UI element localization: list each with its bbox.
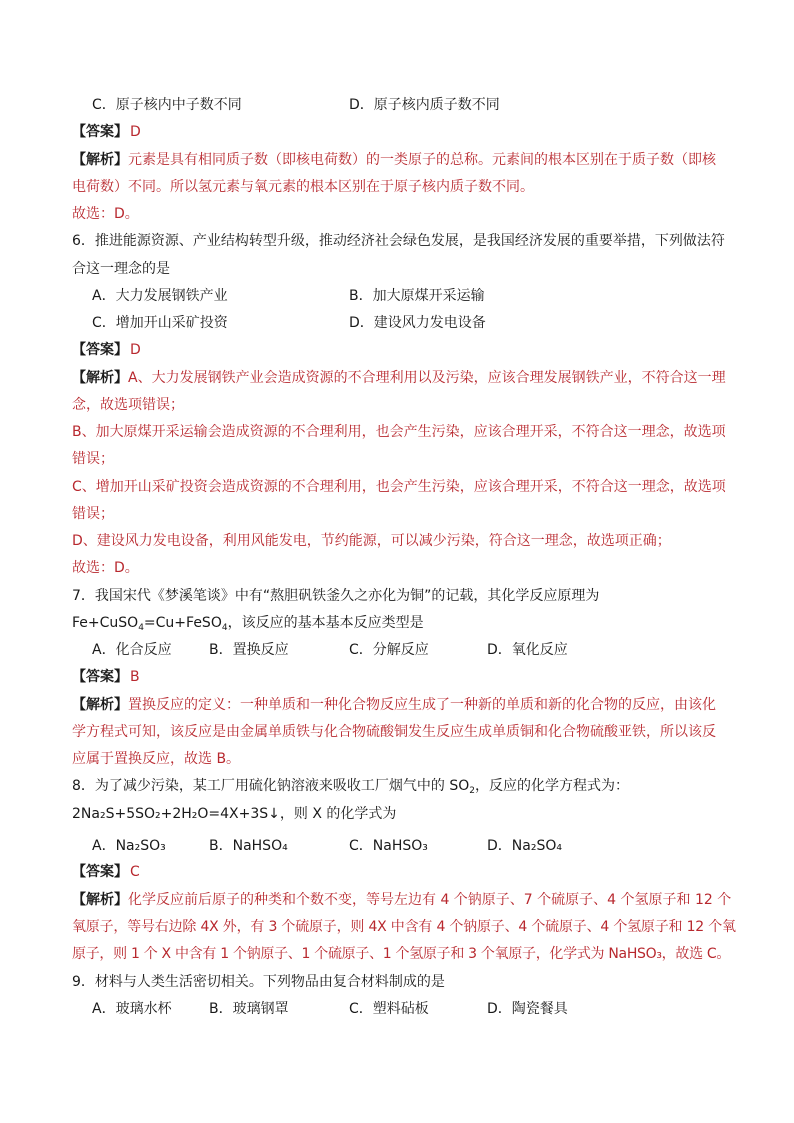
q5-choose: 故选：D。 bbox=[72, 206, 139, 222]
q7-option-c: C．分解反应 bbox=[349, 642, 429, 658]
answer-tag: 【答案】 bbox=[72, 669, 128, 685]
q5-answer: D bbox=[130, 124, 141, 140]
q8-option-d: D．Na₂SO₄ bbox=[487, 838, 562, 854]
q7-answer-line bbox=[72, 667, 732, 687]
q8-option-a: A．Na₂SO₃ bbox=[92, 838, 166, 854]
q7-analysis-line-1: 【解析】置换反应的定义：一种单质和一种化合物反应生成了一种新的单质和新的化合物的反应，由该化 bbox=[72, 697, 716, 713]
q7-analysis-line-2: 学方程式可知，该反应是由金属单质铁与化合物硫酸铜发生反应生成单质铜和化合物硫酸亚铁，所以该反 bbox=[72, 724, 716, 740]
q8-analysis-line-2: 氧原子，等号右边除 4X 外，有 3 个硫原子，则 4X 中含有 4 个钠原子、4 个硫原子、4 个氢原子和 12 个氧 bbox=[72, 919, 736, 935]
analysis-tag: 【解析】 bbox=[72, 892, 128, 908]
q7-option-a: A．化合反应 bbox=[92, 642, 172, 658]
q9-option-b: B．玻璃钢罩 bbox=[209, 1001, 289, 1017]
q6-option-a: A．大力发展钢铁产业 bbox=[92, 288, 228, 304]
q6-analysis-c-line-2: 错误； bbox=[72, 506, 114, 522]
q5-option-c: C．原子核内中子数不同 bbox=[92, 97, 242, 113]
q7-answer: B bbox=[130, 669, 140, 685]
answer-tag: 【答案】 bbox=[72, 864, 128, 880]
q8-answer-line bbox=[72, 862, 732, 882]
q6-answer-line bbox=[72, 340, 732, 360]
q8-equation-line: 2Na₂S+5SO₂+2H₂O=4X+3S↓，则 X 的化学式为 bbox=[72, 806, 397, 822]
q8-option-b: B．NaHSO₄ bbox=[209, 838, 288, 854]
q6-analysis-b-line-2: 错误； bbox=[72, 451, 114, 467]
q6-stem-line-2: 合这一理念的是 bbox=[72, 261, 170, 277]
q7-stem-line-1: 7．我国宋代《梦溪笔谈》中有“熬胆矾铁釜久之亦化为铜”的记载，其化学反应原理为 bbox=[72, 588, 600, 604]
q5-analysis-line-1: 【解析】元素是具有相同质子数（即核电荷数）的一类原子的总称。元素间的根本区别在于质子数（即核 bbox=[72, 152, 716, 168]
q6-option-c: C．增加开山采矿投资 bbox=[92, 315, 228, 331]
q8-answer: C bbox=[130, 864, 140, 880]
analysis-tag: 【解析】 bbox=[72, 697, 128, 713]
answer-tag: 【答案】 bbox=[72, 342, 128, 358]
answer-tag: 【答案】 bbox=[72, 124, 128, 140]
q5-option-d: D．原子核内质子数不同 bbox=[349, 97, 500, 113]
q6-stem-line-1: 6．推进能源资源、产业结构转型升级，推动经济社会绿色发展，是我国经济发展的重要举措，下列做法符 bbox=[72, 233, 725, 249]
q5-answer-line bbox=[72, 122, 732, 142]
q6-choose: 故选：D。 bbox=[72, 560, 139, 576]
q6-analysis-c-line-1: C、增加开山采矿投资会造成资源的不合理利用，也会产生污染，应该合理开采，不符合这一理念，故选项 bbox=[72, 479, 726, 495]
q6-analysis-a-line-1: 【解析】A、大力发展钢铁产业会造成资源的不合理利用以及污染，应该合理发展钢铁产业，不符合这一理 bbox=[72, 370, 726, 386]
q6-analysis-d-line-1: D、建设风力发电设备，利用风能发电，节约能源，可以减少污染，符合这一理念，故选项正确； bbox=[72, 533, 671, 549]
q7-option-d: D．氧化反应 bbox=[487, 642, 568, 658]
q6-analysis-a-line-2: 念，故选项错误； bbox=[72, 397, 184, 413]
q6-answer: D bbox=[130, 342, 141, 358]
analysis-tag: 【解析】 bbox=[72, 152, 128, 168]
q6-option-b: B．加大原煤开采运输 bbox=[349, 288, 485, 304]
q8-stem-line-1: 8．为了减少污染，某工厂用硫化钠溶液来吸收工厂烟气中的 $SO_2$，反应的化学方程式为： bbox=[72, 778, 629, 796]
q6-analysis-b-line-1: B、加大原煤开采运输会造成资源的不合理利用，也会产生污染，应该合理开采，不符合这一理念，故选项 bbox=[72, 424, 726, 440]
q7-equation-line: Fe+CuSO$_4$=Cu+FeSO$_4$，该反应的基本基本反应类型是 bbox=[72, 615, 424, 633]
q8-analysis-line-1: 【解析】化学反应前后原子的种类和个数不变，等号左边有 4 个钠原子、7 个硫原子、4 个氢原子和 12 个 bbox=[72, 892, 732, 908]
q9-option-a: A．玻璃水杯 bbox=[92, 1001, 172, 1017]
q8-option-c: C．NaHSO₃ bbox=[349, 838, 428, 854]
q9-option-d: D．陶瓷餐具 bbox=[487, 1001, 568, 1017]
q8-analysis-line-3: 原子，则 1 个 X 中含有 1 个钠原子、1 个硫原子、1 个氢原子和 3 个氧原子，化学式为 NaHSO₃，故选 C。 bbox=[72, 946, 731, 962]
q7-analysis-line-3: 应属于置换反应，故选 B。 bbox=[72, 751, 241, 767]
q9-option-c: C．塑料砧板 bbox=[349, 1001, 429, 1017]
q7-option-b: B．置换反应 bbox=[209, 642, 289, 658]
q5-analysis-line-2: 电荷数）不同。所以氢元素与氧元素的根本区别在于原子核内质子数不同。 bbox=[72, 179, 534, 195]
q6-option-d: D．建设风力发电设备 bbox=[349, 315, 486, 331]
q9-stem-line-1: 9．材料与人类生活密切相关。下列物品由复合材料制成的是 bbox=[72, 974, 445, 990]
analysis-tag: 【解析】 bbox=[72, 370, 128, 386]
